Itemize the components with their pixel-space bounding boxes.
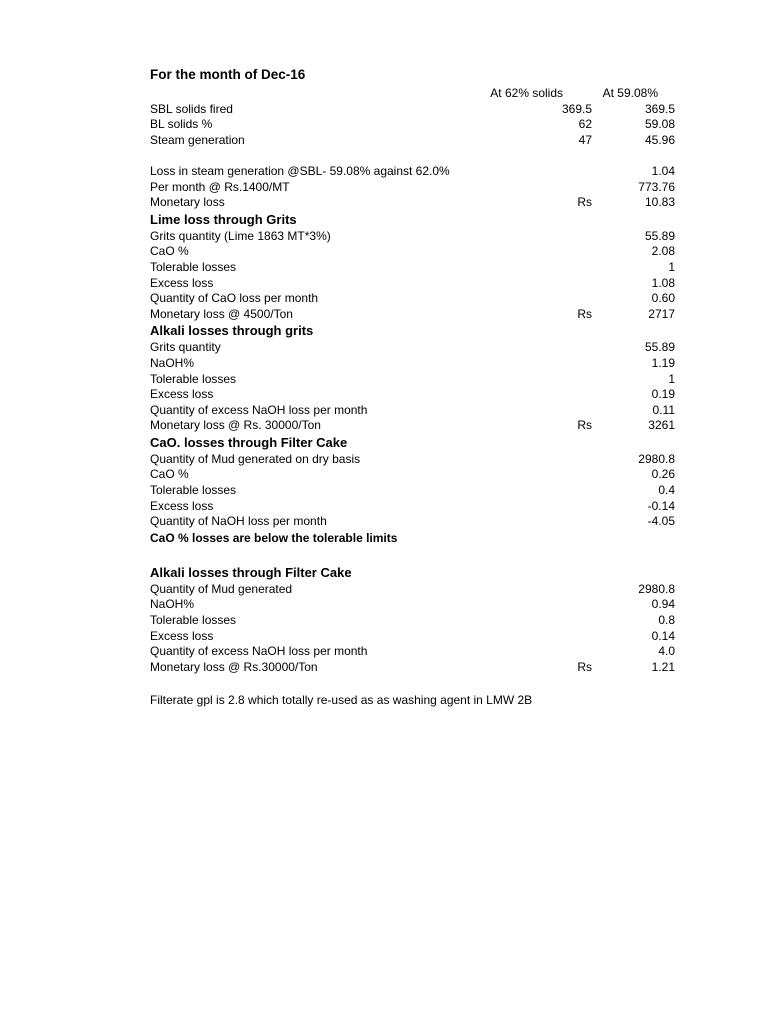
table-row: [150, 229, 680, 245]
row-value-a: Rs: [577, 659, 592, 674]
row-label: CaO %: [150, 244, 189, 259]
row-value-b: 1: [668, 371, 675, 386]
row-value-b: 0.8: [658, 613, 675, 628]
row-label: Quantity of Mud generated on dry basis: [150, 451, 361, 466]
table-row: [150, 340, 680, 356]
row-value-b: 1.04: [651, 163, 675, 178]
row-value-b: 0.26: [651, 467, 675, 482]
table-row: [150, 244, 680, 260]
section-title-lime-grits: Lime loss through Grits: [150, 211, 297, 227]
table-row: [150, 644, 680, 660]
row-label: Tolerable losses: [150, 371, 237, 386]
row-label: Monetary loss @ Rs.30000/Ton: [150, 659, 318, 674]
table-row: [150, 195, 680, 211]
row-label: Excess loss: [150, 275, 214, 290]
top-rows: [150, 102, 680, 149]
row-value-a: Rs: [577, 418, 592, 433]
row-label: Per month @ Rs.1400/MT: [150, 179, 290, 194]
row-value-b: 0.19: [651, 387, 675, 402]
row-value-a: 369.5: [561, 101, 592, 116]
row-label: BL solids %: [150, 117, 213, 132]
cao-tolerance-note: CaO % losses are below the tolerable limits: [150, 530, 398, 545]
row-value-b: 59.08: [644, 117, 675, 132]
row-value-b: 1.08: [651, 275, 675, 290]
row-value-b: 2.08: [651, 244, 675, 259]
table-row: [150, 291, 680, 307]
row-label: Steam generation: [150, 132, 245, 147]
table-row: [150, 499, 680, 515]
table-row: [150, 418, 680, 434]
table-row: [150, 629, 680, 645]
table-row: [150, 467, 680, 483]
row-value-b: 45.96: [644, 132, 675, 147]
alkali-filter-cake-rows: [150, 582, 680, 676]
table-row: [150, 372, 680, 388]
row-value-b: 773.76: [638, 179, 675, 194]
table-row: [150, 403, 680, 419]
row-label: Quantity of NaOH loss per month: [150, 514, 327, 529]
table-row: [150, 387, 680, 403]
report-page: [150, 66, 680, 708]
row-label: Monetary loss: [150, 195, 225, 210]
table-row: [150, 660, 680, 676]
table-row: [150, 597, 680, 613]
row-value-a: 47: [578, 132, 592, 147]
row-value-b: 0.60: [651, 291, 675, 306]
row-value-b: 10.83: [644, 195, 675, 210]
row-value-b: 55.89: [644, 340, 675, 355]
column-header-59-solids: At 59.08%: [602, 86, 658, 100]
cao-filter-cake-rows: [150, 452, 680, 530]
table-row: [150, 514, 680, 530]
row-value-b: 2980.8: [638, 451, 675, 466]
row-label: Excess loss: [150, 628, 214, 643]
row-value-b: -4.05: [647, 514, 675, 529]
table-row: [150, 452, 680, 468]
row-value-b: 369.5: [644, 101, 675, 116]
spacer: [150, 148, 680, 164]
alkali-grits-rows: [150, 340, 680, 434]
row-value-b: 0.4: [658, 483, 675, 498]
table-row: [150, 276, 680, 292]
steam-loss-rows: [150, 164, 680, 211]
column-header-row: [150, 86, 680, 102]
table-row: [150, 117, 680, 133]
column-header-62-solids: At 62% solids: [490, 86, 563, 100]
table-row: [150, 483, 680, 499]
table-row: [150, 613, 680, 629]
row-value-b: 0.11: [652, 402, 675, 417]
row-label: Excess loss: [150, 387, 214, 402]
row-label: Excess loss: [150, 498, 214, 513]
footer-note: Filterate gpl is 2.8 which totally re-used as as washing agent in LMW 2B: [150, 693, 533, 708]
row-value-a: 62: [578, 117, 592, 132]
table-row: [150, 133, 680, 149]
row-label: Tolerable losses: [150, 259, 237, 274]
section-title-alkali-grits: Alkali losses through grits: [150, 323, 314, 339]
row-value-b: 2717: [648, 306, 675, 321]
row-label: Quantity of Mud generated: [150, 581, 293, 596]
row-label: Loss in steam generation @SBL- 59.08% against 62.0%: [150, 163, 450, 178]
row-value-a: Rs: [577, 306, 592, 321]
row-value-b: 1: [668, 259, 675, 274]
row-value-a: Rs: [577, 195, 592, 210]
row-label: Quantity of excess NaOH loss per month: [150, 644, 368, 659]
row-label: Monetary loss @ 4500/Ton: [150, 306, 293, 321]
row-label: CaO %: [150, 467, 189, 482]
lime-grits-rows: [150, 229, 680, 323]
section-title-cao-filter-cake: CaO. losses through Filter Cake: [150, 434, 348, 450]
table-row: [150, 356, 680, 372]
row-label: NaOH%: [150, 597, 195, 612]
row-label: Tolerable losses: [150, 483, 237, 498]
report-title: For the month of Dec-16: [150, 67, 306, 82]
row-value-b: 1.21: [651, 659, 675, 674]
row-value-b: -0.14: [647, 498, 675, 513]
row-label: Tolerable losses: [150, 613, 237, 628]
row-value-b: 0.94: [651, 597, 675, 612]
table-row: [150, 102, 680, 118]
table-row: [150, 260, 680, 276]
row-label: Grits quantity (Lime 1863 MT*3%): [150, 228, 331, 243]
row-label: Monetary loss @ Rs. 30000/Ton: [150, 418, 321, 433]
table-row: [150, 582, 680, 598]
table-row: [150, 164, 680, 180]
row-value-b: 0.14: [651, 628, 675, 643]
row-value-b: 55.89: [644, 228, 675, 243]
row-label: Quantity of excess NaOH loss per month: [150, 402, 368, 417]
table-row: [150, 180, 680, 196]
row-label: Grits quantity: [150, 340, 221, 355]
row-value-b: 4.0: [658, 644, 675, 659]
row-value-b: 1.19: [651, 355, 675, 370]
row-label: SBL solids fired: [150, 101, 233, 116]
section-title-alkali-filter-cake: Alkali losses through Filter Cake: [150, 564, 352, 580]
spacer: [150, 547, 680, 564]
row-label: Quantity of CaO loss per month: [150, 291, 319, 306]
table-row: [150, 307, 680, 323]
row-value-b: 2980.8: [638, 581, 675, 596]
row-label: NaOH%: [150, 355, 195, 370]
row-value-b: 3261: [648, 418, 675, 433]
